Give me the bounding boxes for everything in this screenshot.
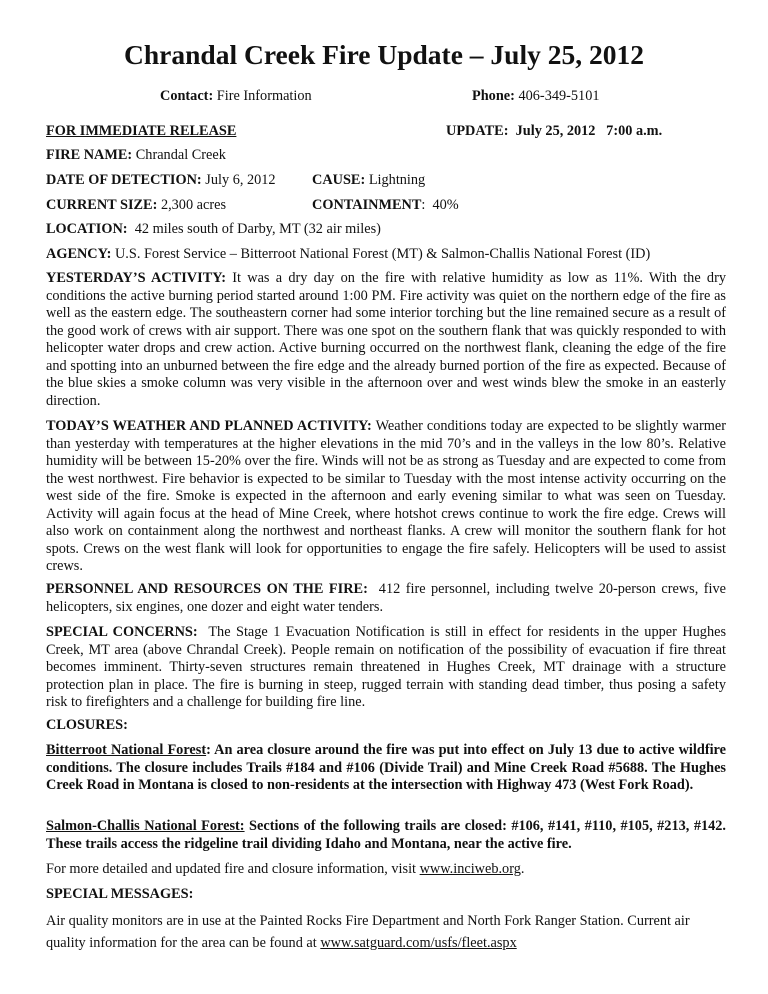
containment-value: : 40%	[421, 197, 459, 213]
contact-value: Fire Information	[216, 88, 312, 104]
more-info-text: For more detailed and updated fire and closure information, visit	[46, 861, 420, 877]
yesterday-text: It was a dry day on the fire with relative humidity as low as 11%. With the dry conditions the active burning period started around 1:00 PM. Fire activity was quiet on the northern edge of the fire as well as the eastern edge. The southeastern corner had some interior torching but the line remained secure as a result of the good work of crews with air support. There was one spot on the southern flank that was quickly responded to with helicopter water drops and crew action. Active burning occurred on the northwest flank, cleaning the edge of the fire and spotting into an unburned between the fire edge and the already burned portion of the fire as expected. Because of the blue skies a smoke column was very visible in the afternoon over and west winds blew the smoke in an easterly direction.	[46, 270, 726, 409]
today-weather-paragraph	[46, 418, 726, 576]
special-concerns-paragraph	[46, 624, 726, 712]
personnel-text: 412 fire personnel, including twelve 20-person crews, five helicopters, six engines, one dozer and eight water tenders.	[46, 581, 726, 615]
size-value: 2,300 acres	[160, 197, 227, 213]
phone-label: Phone:	[472, 88, 515, 104]
update-line: UPDATE: July 25, 2012 7:00 a.m.	[446, 123, 663, 139]
special-concerns-text: The Stage 1 Evacuation Notification is still in effect for residents in the upper Hughes Creek, MT area (above Chrandal Creek). People remain on notification of the possibility of evacuation if fire threat becomes imminent. Thirty-seven structures remain threatened in Hughes Creek, MT drainage with a structure protection plan in place. The fire is burning in steep, rugged terrain with standing dead timber, thus posing a safety risk to firefighters and a challenge for building fire line.	[46, 624, 727, 710]
contact-label: Contact:	[160, 88, 214, 104]
fire-name-line	[46, 147, 226, 164]
bitterroot-label: Bitterroot National Forest	[46, 742, 207, 758]
personnel-label: PERSONNEL AND RESOURCES ON THE FIRE:	[46, 581, 368, 597]
fire-name-label: FIRE NAME:	[46, 147, 133, 163]
fire-name-value: Chrandal Creek	[135, 147, 226, 163]
page-title: Chrandal Creek Fire Update – July 25, 2012	[124, 39, 644, 70]
size-label: CURRENT SIZE:	[46, 197, 158, 213]
today-text: Weather conditions today are expected to be slightly warmer than yesterday with temperatures at the higher elevations in the mid 70’s and in the valleys in the low 80’s. Relative humidity will be between 15-20% over the fire. Winds will not be as strong as Tuesday and are expected to come from the west northwest. Fire behavior is expected to be similar to Tuesday with the most intense activity occurring on the west side of the fire. Smoke is expected in the afternoon and early evening similar to what was seen on Tuesday. Activity will again focus at the head of Mine Creek, where hotshot crews continue to work the fire edge. Crews will also work on containment along the northwest and northeast flanks. A crew will monitor the southern flank for hot spots. Crews on the west flank will look for opportunities to engage the fire safely. Helicopters will be used to assist crews.	[46, 418, 726, 574]
yesterday-activity-paragraph	[46, 270, 726, 410]
phone-value: 406-349-5101	[518, 88, 600, 104]
air-quality-text: Air quality monitors are in use at the Painted Rocks Fire Department and North Fork Ranger Station. Current air quality information for the area can be found at	[46, 913, 690, 951]
location-line	[46, 221, 381, 238]
detection-value: July 6, 2012	[205, 172, 276, 188]
today-label: TODAY’S WEATHER AND PLANNED ACTIVITY:	[46, 418, 372, 434]
more-info-line	[46, 861, 524, 878]
cause-label: CAUSE:	[312, 172, 366, 188]
special-messages-heading: SPECIAL MESSAGES:	[46, 886, 194, 902]
phone-line	[472, 88, 600, 105]
air-quality-paragraph	[46, 910, 726, 954]
release-label: FOR IMMEDIATE RELEASE	[46, 123, 237, 139]
detection-line	[46, 172, 276, 189]
bitterroot-closure-paragraph	[46, 742, 726, 795]
containment-label: CONTAINMENT	[312, 197, 422, 213]
containment-line	[312, 197, 459, 214]
personnel-paragraph	[46, 581, 726, 616]
salmon-text: Sections of the following trails are closed: #106, #141, #110, #105, #213, #142. These trails access the ridgeline trail dividing Idaho and Montana, near the active fire.	[46, 818, 726, 852]
bitterroot-text: : An area closure around the fire was put into effect on July 13 due to active wildfire conditions. The closure includes Trails #184 and #106 (Divide Trail) and Mine Creek Road #5688. The Hughes Creek Road in Montana is closed to non-residents at the intersection with Highway 473 (West Fork Road).	[46, 742, 726, 793]
cause-line	[312, 172, 425, 189]
inciweb-link[interactable]: www.inciweb.org	[419, 861, 521, 877]
agency-line	[46, 246, 650, 263]
salmon-label: Salmon-Challis National Forest:	[46, 818, 245, 834]
location-label: LOCATION:	[46, 221, 128, 237]
cause-value: Lightning	[368, 172, 426, 188]
more-info-end: .	[520, 861, 525, 877]
agency-label: AGENCY:	[46, 246, 112, 262]
yesterday-label: YESTERDAY’S ACTIVITY:	[46, 270, 226, 286]
detection-label: DATE OF DETECTION:	[46, 172, 202, 188]
salmon-closure-paragraph	[46, 818, 726, 853]
size-line	[46, 197, 226, 214]
closures-heading: CLOSURES:	[46, 717, 128, 733]
agency-value: U.S. Forest Service – Bitterroot National Forest (MT) & Salmon-Challis National Forest (ID)	[114, 246, 651, 262]
satguard-link[interactable]: www.satguard.com/usfs/fleet.aspx	[320, 935, 517, 951]
location-value: 42 miles south of Darby, MT (32 air miles)	[134, 221, 381, 237]
special-concerns-label: SPECIAL CONCERNS:	[46, 624, 198, 640]
contact-line	[160, 88, 312, 105]
